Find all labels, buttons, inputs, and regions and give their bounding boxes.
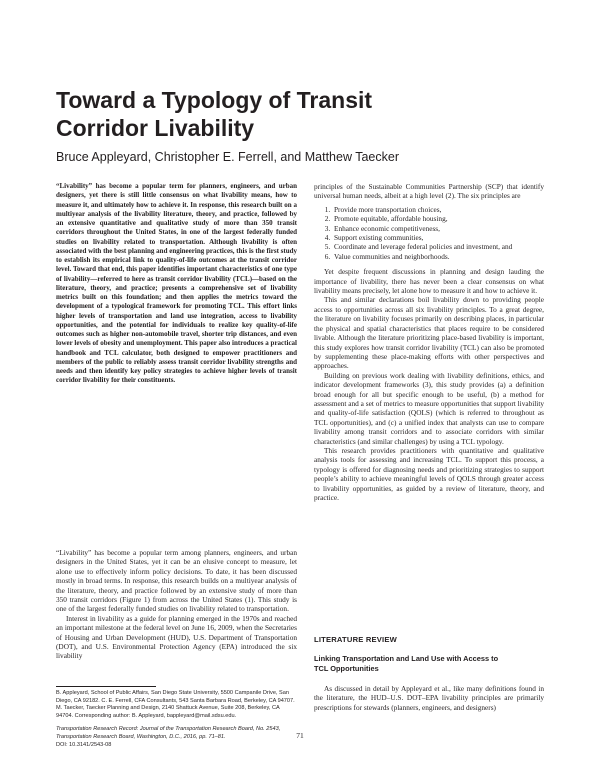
title-line-1: Toward a Typology of Transit: [56, 87, 373, 113]
journal-citation: Transportation Research Record: Journal of the Transportation Research Board, No. 2543, Transportation Research Board, Washington, D.C., 2016, pp. 71–81.: [56, 726, 281, 740]
list-item: 6. Value communities and neighborhoods.: [332, 252, 544, 261]
doi: DOI: 10.3141/2543-08: [56, 741, 112, 748]
list-item: 1. Provide more transportation choices,: [332, 205, 544, 214]
author-list: Bruce Appleyard, Christopher E. Ferrell, and Matthew Taecker: [56, 150, 399, 164]
lit-review-text: [314, 684, 544, 712]
list-item: 4. Support existing communities,: [332, 233, 544, 242]
left-body: [56, 548, 297, 661]
abstract: [56, 182, 297, 386]
list-item: 5. Coordinate and leverage federal policies and investment, and: [332, 242, 544, 251]
footnote-divider: [56, 686, 156, 687]
subsection-heading: Linking Transportation and Land Use with Access to TCL Opportunities: [314, 654, 499, 673]
section-heading: LITERATURE REVIEW: [314, 635, 397, 644]
title-line-2: Corridor Livability: [56, 115, 255, 141]
intro-paragraph-2: Interest in livability as a guide for planning emerged in the 1970s and reached an important milestone at the federal level on June 16, 2009, when the Secretaries of Housing and Urban Development (HUD), U.S. Department of Transportation (DOT), and U.S. Environmental Protection Agency (EPA) introduced the six livability: [56, 613, 297, 661]
paper-title: [56, 86, 476, 142]
body-paragraph: Building on previous work dealing with livability definitions, ethics, and indicator development frameworks (3), this study provides (a) a definition broad enough for all but specific enough to be useful, (b) a method for assessment and a set of metrics to measure opportunities that support livability and quality-of-life satisfaction (QOLS) (which is referred to throughout as TCL opportunities), and (c) a unified index that analysts can use to compare livability among transit corridors and to associate corridors with similar characteristics (and similar challenges) by using a TCL typology.: [314, 370, 544, 446]
list-item: 2. Promote equitable, affordable housing,: [332, 214, 544, 223]
body-paragraph: This and similar declarations boil livability down to providing people access to opportunities across all six livability principles. To a great degree, the literature on livability focuses primarily on describing places, in particular the physical and spatial characteristics that places require to be considered livable. Although the literature prioritizing place-based livability is important, this study explores how transit corridor livability (TCL) can also be promoted by supplementing these place-making efforts with other perspectives and approaches.: [314, 295, 544, 371]
principles-intro: principles of the Sustainable Communities Partnership (SCP) that identify universal human needs, albeit at a high level (2). The six principles are: [314, 182, 544, 201]
page-number: 71: [296, 731, 304, 740]
body-paragraph: Yet despite frequent discussions in planning and design lauding the importance of livability, there has never been a clear consensus on what livability means precisely, let alone how to measure it and how to achieve it.: [314, 267, 544, 296]
right-body: [314, 182, 544, 502]
intro-paragraph-1: “Livability” has become a popular term among planners, engineers, and urban designers in the United States, yet it can be an elusive concept to measure, let alone use to effectively inform policy decisions. To date, it has been discussed mostly in broad terms. In response, this research builds on a multiyear analysis of the literature, theory, and practice followed by an extensive study of more than 350 transit corridors (Figure 1) from across the United States (1). This study is one of the largest federally funded studies on livability related to transportation.: [56, 548, 297, 614]
body-paragraph: This research provides practitioners with quantitative and qualitative analysis tools for assessing and increasing TCL. To support this process, a typology is offered for diagnosing needs and prioritizing strategies to support people’s ability to achieve meaningful levels of QOLS through greater access to livability opportunities, as guided by a review of literature, theory, and practice.: [314, 445, 544, 502]
footnotes: [56, 690, 297, 749]
body-paragraph: As discussed in detail by Appleyard et al., like many definitions found in the literature, the HUD–U.S. DOT–EPA livability principles are primarily prescriptions for stewards (planners, engineers, and designers): [314, 684, 544, 712]
abstract-text: “Livability” has become a popular term for planners, engineers, and urban designers, yet there is still little consensus on what livability means, how to measure it, and ultimately how to achieve it. In response, this research built on a multiyear analysis of the livability literature, theory, and practice, followed by an extensive quantitative and qualitative study of more than 350 transit corridors throughout the United States, in one of the largest federally funded studies on livability related to transportation. Although livability is often associated with the best planning and engineering practices, this is the first study to establish its empirical link to quality-of-life outcomes at the transit corridor level. Toward that end, this paper identifies important characteristics of one type of livability—referred to here as transit corridor livability (TCL)—based on the literature, theory, and practice; presents a comprehensive set of livability metrics built on this foundation; and then applies the metrics toward the development of a typological framework for promoting TCL. This effort links higher levels of transportation and land use integration, access to livability opportunities, and the potential for individuals to realize key quality-of-life outcomes such as higher non-automobile travel, shorter trip distances, and even lower levels of obesity and unemployment. This paper also introduces a practical handbook and TCL calculator, both designed to empower practitioners and members of the public to reliably assess transit corridor livability strengths and needs and then identify key policy strategies to achieve higher levels of transit corridor livability for their constituents.: [56, 182, 297, 385]
list-item: 3. Enhance economic competitiveness,: [332, 224, 544, 233]
author-affiliations: B. Appleyard, School of Public Affairs, San Diego State University, 5500 Campanile Drive, San Diego, CA 92182. C. E. Ferrell, CFA Consultants, 543 Santa Barbara Road, Berkeley, CA 94707. M. Taecker, Taecker Planning and Design, 2140 Shattuck Avenue, Suite 208, Berkeley, CA 94704. Corresponding author: B. Appleyard, bappleyard@mail.sdsu.edu.: [56, 690, 295, 719]
principles-list: [314, 205, 544, 261]
